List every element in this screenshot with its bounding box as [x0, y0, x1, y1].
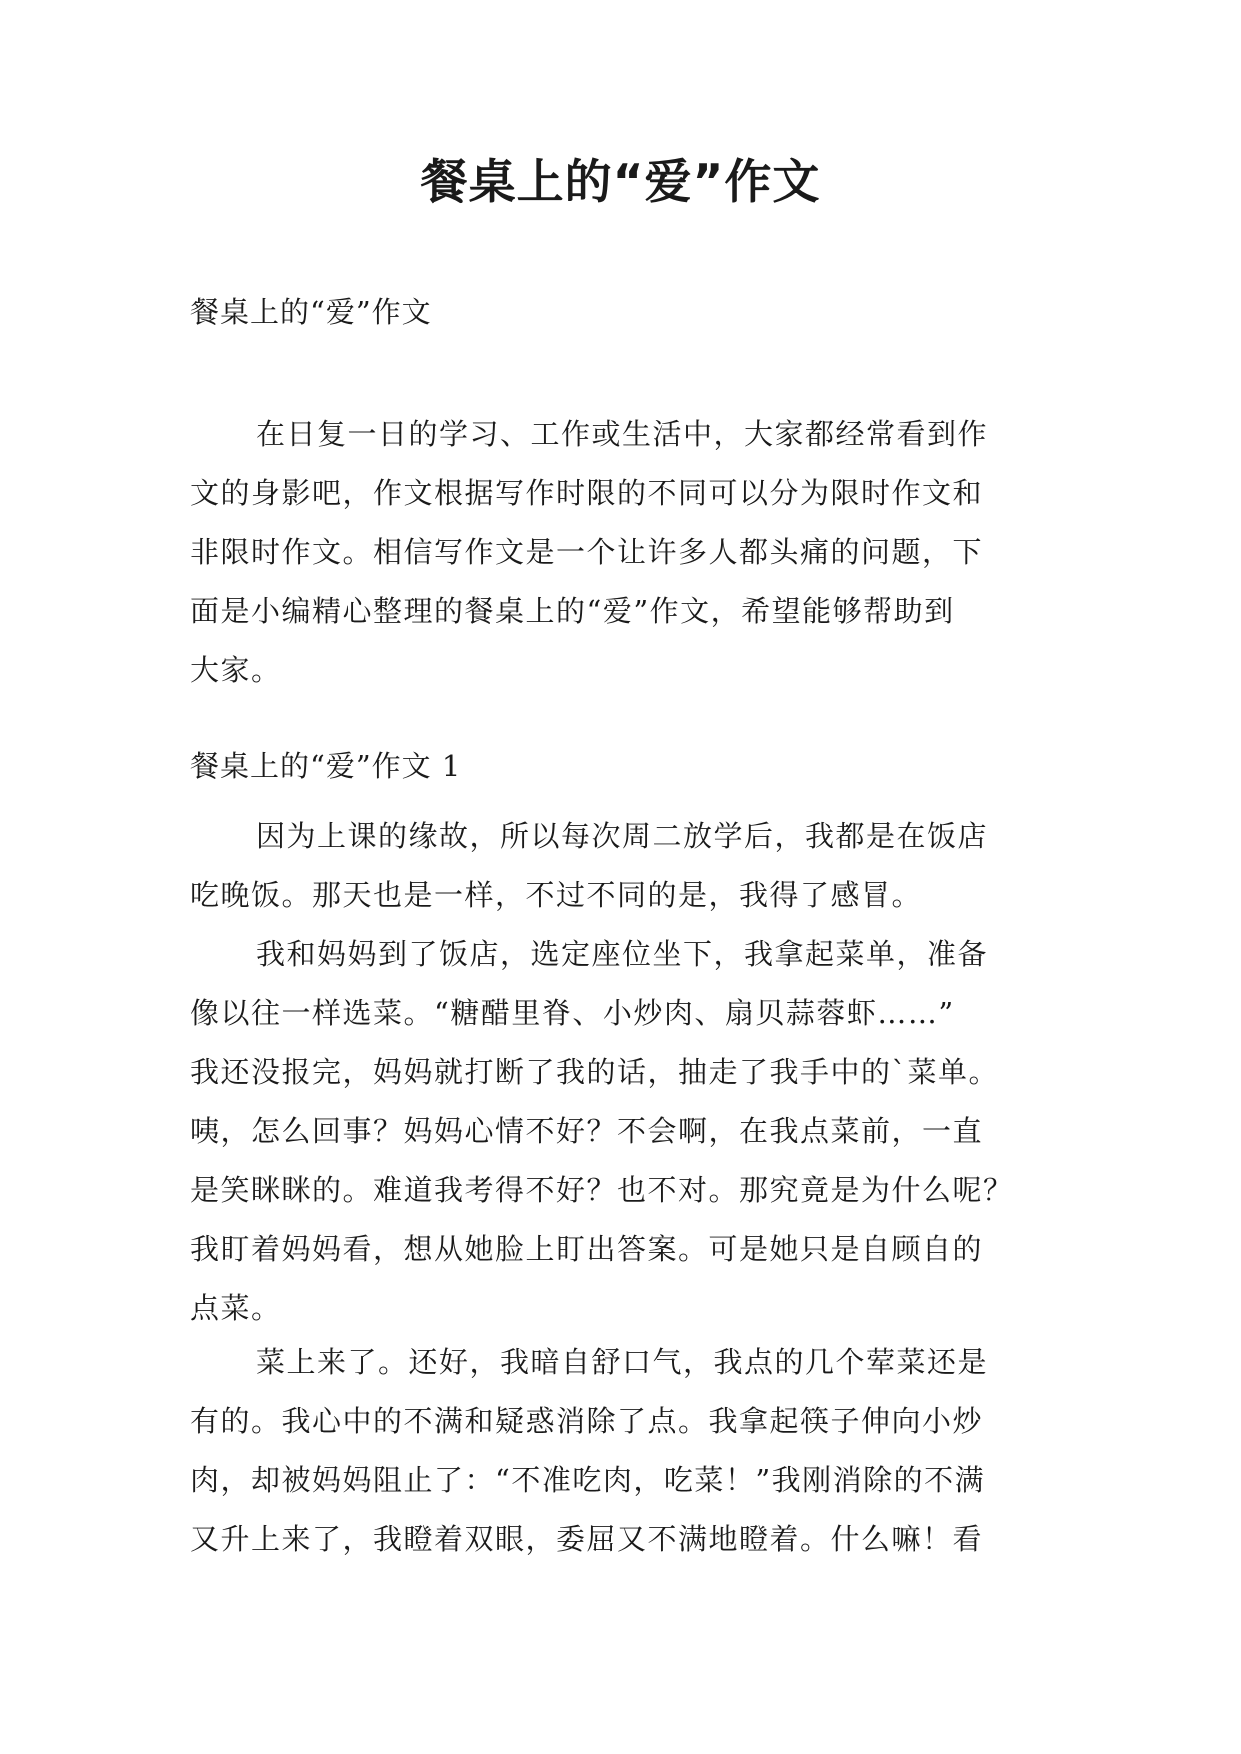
body-paragraph — [190, 925, 1052, 1338]
text-line: 面是小编精心整理的餐桌上的“爱”作文，希望能够帮助到 — [190, 594, 955, 628]
text-line: 在日复一日的学习、工作或生活中，大家都经常看到作 — [256, 417, 989, 451]
text-line: 有的。我心中的不满和疑惑消除了点。我拿起筷子伸向小炒 — [190, 1404, 984, 1438]
text-line: 点菜。 — [190, 1291, 282, 1325]
text-line: 是笑眯眯的。难道我考得不好？也不对。那究竟是为什么呢？ — [190, 1173, 1014, 1207]
text-line: 菜上来了。还好，我暗自舒口气，我点的几个荤菜还是 — [256, 1345, 989, 1379]
section-heading: 餐桌上的“爱”作文 1 — [190, 749, 462, 783]
text-line: 文的身影吧，作文根据写作时限的不同可以分为限时作文和 — [190, 476, 984, 510]
body-paragraph — [190, 807, 1052, 925]
intro-paragraph — [190, 405, 1052, 700]
document-title: 餐桌上的“爱”作文 — [420, 155, 821, 210]
text-line: 我和妈妈到了饭店，选定座位坐下，我拿起菜单，准备 — [256, 937, 989, 971]
text-line: 大家。 — [190, 653, 282, 687]
text-line: 咦，怎么回事？妈妈心情不好？不会啊，在我点菜前，一直 — [190, 1114, 984, 1148]
text-line: 我盯着妈妈看，想从她脸上盯出答案。可是她只是自顾自的 — [190, 1232, 984, 1266]
text-line: 吃晚饭。那天也是一样，不过不同的是，我得了感冒。 — [190, 878, 923, 912]
text-line: 因为上课的缘故，所以每次周二放学后，我都是在饭店 — [256, 819, 989, 853]
text-line: 非限时作文。相信写作文是一个让许多人都头痛的问题，下 — [190, 535, 984, 569]
text-line: 我还没报完，妈妈就打断了我的话，抽走了我手中的`菜单。 — [190, 1055, 1000, 1089]
text-line: 肉，却被妈妈阻止了：“不准吃肉，吃菜！”我刚消除的不满 — [190, 1463, 986, 1497]
document-subtitle: 餐桌上的“爱”作文 — [190, 295, 432, 329]
text-line: 像以往一样选菜。“糖醋里脊、小炒肉、扇贝蒜蓉虾……” — [190, 996, 955, 1030]
text-line: 又升上来了，我瞪着双眼，委屈又不满地瞪着。什么嘛！看 — [190, 1522, 984, 1556]
body-paragraph — [190, 1333, 1052, 1569]
